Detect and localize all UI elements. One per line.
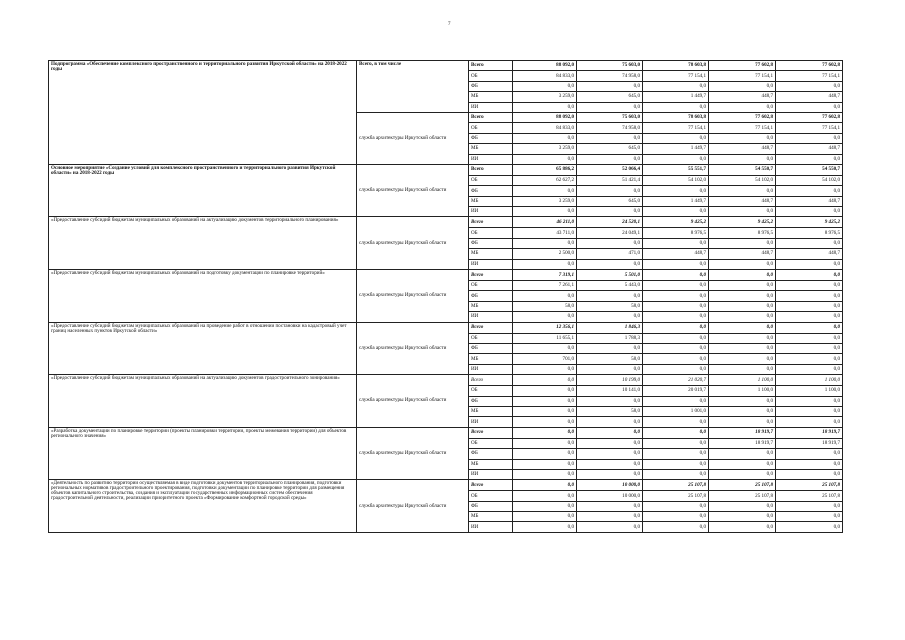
amount-cell: 9 425,2 xyxy=(776,217,843,228)
table-row xyxy=(49,217,843,228)
amount-cell: 0,0 xyxy=(776,154,843,164)
funding-source: Всего xyxy=(469,427,513,438)
funding-source: ИИ xyxy=(469,522,513,532)
amount-cell: 0,0 xyxy=(643,312,709,322)
amount-cell: 0,0 xyxy=(577,207,643,217)
page-number: 7 xyxy=(448,22,451,27)
amount-cell: 0,0 xyxy=(776,354,843,364)
funding-source: ОБ xyxy=(469,386,513,396)
funding-source: МБ xyxy=(469,144,513,154)
amount-cell: 0,0 xyxy=(776,333,843,343)
funding-source: МБ xyxy=(469,512,513,522)
amount-cell: 0,0 xyxy=(643,354,709,364)
amount-cell: 1 449,7 xyxy=(643,196,709,206)
amount-cell: 0,0 xyxy=(643,501,709,511)
amount-cell: 54 550,7 xyxy=(709,164,776,175)
amount-cell: 77 602,8 xyxy=(709,61,776,71)
amount-cell: 10 199,0 xyxy=(577,375,643,386)
amount-cell: 0,0 xyxy=(513,396,577,406)
amount-cell: 0,0 xyxy=(643,333,709,343)
funding-source: Всего xyxy=(469,480,513,491)
responsible-executor: служба архитектуры Иркутской области xyxy=(357,270,469,323)
amount-cell: 0,0 xyxy=(709,186,776,196)
amount-cell: 1 846,3 xyxy=(577,322,643,333)
funding-source: ИИ xyxy=(469,207,513,217)
amount-cell: 2 500,0 xyxy=(513,249,577,259)
budget-table xyxy=(48,60,843,533)
amount-cell: 0,0 xyxy=(643,291,709,301)
amount-cell: 448,7 xyxy=(776,196,843,206)
amount-cell: 0,0 xyxy=(709,270,776,281)
funding-source: ФБ xyxy=(469,449,513,459)
measure-name: «Предоставление субсидий бюджетам муниципальных образований на проведение работ в отношении постановки на кадастровый учет границ населенных пунктов Иркутской области» xyxy=(49,322,357,375)
funding-source: ФБ xyxy=(469,501,513,511)
measure-name: «Предоставление субсидий бюджетам муниципальных образований на подготовку документации по планировке территорий» xyxy=(49,270,357,323)
amount-cell: 0,0 xyxy=(776,459,843,469)
amount-cell: 448,7 xyxy=(776,92,843,102)
responsible-executor: Всего, в том числе xyxy=(357,61,469,113)
amount-cell: 0,0 xyxy=(709,322,776,333)
funding-source: ОБ xyxy=(469,175,513,185)
amount-cell: 0,0 xyxy=(577,459,643,469)
table-row xyxy=(49,164,843,175)
amount-cell: 0,0 xyxy=(643,322,709,333)
responsible-executor: служба архитектуры Иркутской области xyxy=(357,217,469,270)
amount-cell: 25 107,8 xyxy=(776,491,843,501)
amount-cell: 18 919,7 xyxy=(709,427,776,438)
amount-cell: 0,0 xyxy=(643,207,709,217)
funding-source: ОБ xyxy=(469,281,513,291)
amount-cell: 54 102,0 xyxy=(776,175,843,185)
amount-cell: 0,0 xyxy=(643,427,709,438)
amount-cell: 25 107,8 xyxy=(709,480,776,491)
amount-cell: 54 102,0 xyxy=(643,175,709,185)
amount-cell: 0,0 xyxy=(577,469,643,479)
amount-cell: 77 154,1 xyxy=(776,71,843,81)
amount-cell: 75 603,0 xyxy=(577,112,643,122)
amount-cell: 25 107,8 xyxy=(776,480,843,491)
measure-name: Основное мероприятие «Создание условий для комплексного пространственного и территориального развития Иркутской области» на 2018-2022 годы xyxy=(49,164,357,217)
amount-cell: 0,0 xyxy=(776,301,843,311)
amount-cell: 0,0 xyxy=(643,396,709,406)
funding-source: МБ xyxy=(469,196,513,206)
amount-cell: 0,0 xyxy=(577,259,643,269)
funding-source: ФБ xyxy=(469,343,513,353)
amount-cell: 448,7 xyxy=(643,249,709,259)
amount-cell: 0,0 xyxy=(709,417,776,427)
amount-cell: 0,0 xyxy=(577,438,643,448)
amount-cell: 46 211,0 xyxy=(513,217,577,228)
amount-cell: 0,0 xyxy=(643,281,709,291)
amount-cell: 0,0 xyxy=(643,417,709,427)
amount-cell: 8 976,5 xyxy=(709,228,776,238)
responsible-executor: служба архитектуры Иркутской области xyxy=(357,427,469,480)
amount-cell: 1 449,7 xyxy=(643,144,709,154)
funding-source: Всего xyxy=(469,322,513,333)
funding-source: ОБ xyxy=(469,438,513,448)
amount-cell: 0,0 xyxy=(577,343,643,353)
amount-cell: 0,0 xyxy=(643,459,709,469)
amount-cell: 1 788,3 xyxy=(577,333,643,343)
amount-cell: 77 154,1 xyxy=(709,71,776,81)
amount-cell: 0,0 xyxy=(577,238,643,248)
amount-cell: 0,0 xyxy=(513,291,577,301)
responsible-executor: служба архитектуры Иркутской области xyxy=(357,164,469,217)
amount-cell: 0,0 xyxy=(709,291,776,301)
amount-cell: 0,0 xyxy=(513,480,577,491)
amount-cell: 0,0 xyxy=(776,343,843,353)
amount-cell: 88 092,0 xyxy=(513,112,577,122)
funding-source: МБ xyxy=(469,406,513,416)
amount-cell: 77 154,1 xyxy=(776,123,843,133)
amount-cell: 0,0 xyxy=(776,522,843,532)
amount-cell: 0,0 xyxy=(643,270,709,281)
amount-cell: 0,0 xyxy=(709,522,776,532)
amount-cell: 3 259,0 xyxy=(513,92,577,102)
funding-source: ИИ xyxy=(469,259,513,269)
funding-source: ОБ xyxy=(469,228,513,238)
amount-cell: 0,0 xyxy=(643,343,709,353)
amount-cell: 0,0 xyxy=(643,449,709,459)
amount-cell: 448,7 xyxy=(709,196,776,206)
amount-cell: 54 102,0 xyxy=(709,175,776,185)
responsible-executor: служба архитектуры Иркутской области xyxy=(357,322,469,375)
amount-cell: 11 655,1 xyxy=(513,333,577,343)
funding-source: МБ xyxy=(469,354,513,364)
amount-cell: 0,0 xyxy=(643,512,709,522)
funding-source: ФБ xyxy=(469,396,513,406)
amount-cell: 0,0 xyxy=(776,312,843,322)
amount-cell: 1 100,0 xyxy=(776,386,843,396)
amount-cell: 471,0 xyxy=(577,249,643,259)
amount-cell: 0,0 xyxy=(776,133,843,143)
amount-cell: 0,0 xyxy=(513,386,577,396)
amount-cell: 58,0 xyxy=(577,354,643,364)
amount-cell: 0,0 xyxy=(643,133,709,143)
amount-cell: 84 833,0 xyxy=(513,71,577,81)
table-row xyxy=(49,61,843,71)
amount-cell: 0,0 xyxy=(577,186,643,196)
amount-cell: 0,0 xyxy=(577,291,643,301)
amount-cell: 7 319,1 xyxy=(513,270,577,281)
amount-cell: 0,0 xyxy=(709,312,776,322)
amount-cell: 0,0 xyxy=(709,333,776,343)
amount-cell: 0,0 xyxy=(643,438,709,448)
funding-source: МБ xyxy=(469,92,513,102)
amount-cell: 1 100,0 xyxy=(709,375,776,386)
amount-cell: 448,7 xyxy=(709,249,776,259)
amount-cell: 0,0 xyxy=(643,102,709,112)
amount-cell: 0,0 xyxy=(643,522,709,532)
funding-source: ФБ xyxy=(469,133,513,143)
amount-cell: 0,0 xyxy=(513,238,577,248)
amount-cell: 0,0 xyxy=(776,81,843,91)
funding-source: ФБ xyxy=(469,186,513,196)
amount-cell: 0,0 xyxy=(709,102,776,112)
amount-cell: 645,0 xyxy=(577,144,643,154)
amount-cell: 0,0 xyxy=(709,301,776,311)
amount-cell: 0,0 xyxy=(776,417,843,427)
amount-cell: 25 107,8 xyxy=(643,491,709,501)
amount-cell: 58,0 xyxy=(513,301,577,311)
table-row xyxy=(49,375,843,386)
amount-cell: 5 501,0 xyxy=(577,270,643,281)
amount-cell: 0,0 xyxy=(513,427,577,438)
amount-cell: 0,0 xyxy=(776,102,843,112)
amount-cell: 10 000,0 xyxy=(577,491,643,501)
measure-name: Подпрограмма «Обеспечение комплексного пространственного и территориального развития Иркутской области» на 2018-2022 годы xyxy=(49,61,357,165)
amount-cell: 0,0 xyxy=(643,301,709,311)
funding-source: ФБ xyxy=(469,81,513,91)
responsible-executor: служба архитектуры Иркутской области xyxy=(357,480,469,533)
amount-cell: 0,0 xyxy=(577,312,643,322)
amount-cell: 62 627,2 xyxy=(513,175,577,185)
amount-cell: 0,0 xyxy=(513,133,577,143)
amount-cell: 0,0 xyxy=(776,501,843,511)
amount-cell: 0,0 xyxy=(577,512,643,522)
amount-cell: 0,0 xyxy=(513,406,577,416)
budget-table-body xyxy=(49,61,843,533)
amount-cell: 0,0 xyxy=(513,522,577,532)
amount-cell: 8 976,5 xyxy=(776,228,843,238)
funding-source: ИИ xyxy=(469,312,513,322)
amount-cell: 0,0 xyxy=(643,186,709,196)
amount-cell: 448,7 xyxy=(776,144,843,154)
amount-cell: 0,0 xyxy=(709,512,776,522)
amount-cell: 77 154,1 xyxy=(643,71,709,81)
amount-cell: 9 425,2 xyxy=(709,217,776,228)
amount-cell: 0,0 xyxy=(577,396,643,406)
amount-cell: 448,7 xyxy=(709,144,776,154)
amount-cell: 65 886,2 xyxy=(513,164,577,175)
amount-cell: 78 603,8 xyxy=(643,112,709,122)
funding-source: Всего xyxy=(469,61,513,71)
amount-cell: 0,0 xyxy=(577,417,643,427)
amount-cell: 0,0 xyxy=(513,81,577,91)
amount-cell: 0,0 xyxy=(709,449,776,459)
amount-cell: 0,0 xyxy=(643,154,709,164)
amount-cell: 0,0 xyxy=(643,259,709,269)
amount-cell: 0,0 xyxy=(577,133,643,143)
amount-cell: 25 107,8 xyxy=(643,480,709,491)
amount-cell: 58,0 xyxy=(577,301,643,311)
amount-cell: 0,0 xyxy=(513,469,577,479)
funding-source: МБ xyxy=(469,249,513,259)
amount-cell: 10 141,0 xyxy=(577,386,643,396)
funding-source: ОБ xyxy=(469,123,513,133)
amount-cell: 7 261,1 xyxy=(513,281,577,291)
amount-cell: 75 603,0 xyxy=(577,61,643,71)
amount-cell: 51 421,4 xyxy=(577,175,643,185)
measure-name: «Предоставление субсидий бюджетам муниципальных образований на актуализацию документов территориального планирования» xyxy=(49,217,357,270)
amount-cell: 0,0 xyxy=(643,238,709,248)
responsible-executor: служба архитектуры Иркутской области xyxy=(357,375,469,428)
amount-cell: 0,0 xyxy=(776,322,843,333)
amount-cell: 74 958,0 xyxy=(577,71,643,81)
amount-cell: 0,0 xyxy=(709,207,776,217)
funding-source: ОБ xyxy=(469,333,513,343)
funding-source: ИИ xyxy=(469,154,513,164)
funding-source: Всего xyxy=(469,217,513,228)
amount-cell: 0,0 xyxy=(577,364,643,374)
amount-cell: 0,0 xyxy=(776,512,843,522)
amount-cell: 0,0 xyxy=(776,259,843,269)
amount-cell: 0,0 xyxy=(643,81,709,91)
measure-name: «Деятельность по развитию территории осуществляемая в виде подготовки документов территориального планирования, подготовки региональных нормативов градостроительного проектирования, подготовки документации по планировке территории для размещения объектов капитального строительства, создания и эксплуатации государственных информационных систем обеспечения градостроительной деятельности, реализации приоритетного проекта «Формирование комфортной городской среды» xyxy=(49,480,357,533)
amount-cell: 0,0 xyxy=(513,512,577,522)
amount-cell: 0,0 xyxy=(513,449,577,459)
amount-cell: 0,0 xyxy=(513,438,577,448)
funding-source: ФБ xyxy=(469,291,513,301)
amount-cell: 0,0 xyxy=(513,491,577,501)
amount-cell: 1 100,0 xyxy=(709,386,776,396)
funding-source: ИИ xyxy=(469,417,513,427)
amount-cell: 18 919,7 xyxy=(776,438,843,448)
amount-cell: 0,0 xyxy=(513,312,577,322)
amount-cell: 0,0 xyxy=(709,259,776,269)
amount-cell: 0,0 xyxy=(709,133,776,143)
amount-cell: 0,0 xyxy=(513,417,577,427)
funding-source: ИИ xyxy=(469,364,513,374)
amount-cell: 0,0 xyxy=(709,281,776,291)
amount-cell: 74 958,0 xyxy=(577,123,643,133)
amount-cell: 12 356,1 xyxy=(513,322,577,333)
amount-cell: 88 092,0 xyxy=(513,61,577,71)
amount-cell: 77 602,8 xyxy=(776,112,843,122)
funding-source: Всего xyxy=(469,164,513,175)
amount-cell: 0,0 xyxy=(513,364,577,374)
amount-cell: 24 520,1 xyxy=(577,217,643,228)
amount-cell: 0,0 xyxy=(513,459,577,469)
table-row xyxy=(49,322,843,333)
amount-cell: 0,0 xyxy=(776,270,843,281)
amount-cell: 0,0 xyxy=(776,406,843,416)
amount-cell: 0,0 xyxy=(577,501,643,511)
amount-cell: 77 602,8 xyxy=(709,112,776,122)
amount-cell: 0,0 xyxy=(776,291,843,301)
funding-source: Всего xyxy=(469,270,513,281)
amount-cell: 0,0 xyxy=(513,259,577,269)
amount-cell: 77 154,1 xyxy=(643,123,709,133)
amount-cell: 9 425,2 xyxy=(643,217,709,228)
responsible-executor: служба архитектуры Иркутской области xyxy=(357,112,469,164)
amount-cell: 0,0 xyxy=(709,501,776,511)
amount-cell: 55 551,7 xyxy=(643,164,709,175)
amount-cell: 0,0 xyxy=(577,102,643,112)
amount-cell: 0,0 xyxy=(513,102,577,112)
amount-cell: 0,0 xyxy=(513,207,577,217)
amount-cell: 0,0 xyxy=(643,469,709,479)
amount-cell: 0,0 xyxy=(709,238,776,248)
amount-cell: 0,0 xyxy=(776,186,843,196)
amount-cell: 18 919,7 xyxy=(709,438,776,448)
amount-cell: 1 100,0 xyxy=(776,375,843,386)
amount-cell: 77 154,1 xyxy=(709,123,776,133)
amount-cell: 0,0 xyxy=(776,207,843,217)
amount-cell: 0,0 xyxy=(709,459,776,469)
amount-cell: 0,0 xyxy=(709,154,776,164)
funding-source: ФБ xyxy=(469,238,513,248)
amount-cell: 0,0 xyxy=(776,238,843,248)
amount-cell: 1 001,0 xyxy=(643,406,709,416)
amount-cell: 1 449,7 xyxy=(643,92,709,102)
amount-cell: 25 107,8 xyxy=(709,491,776,501)
amount-cell: 20 019,7 xyxy=(643,386,709,396)
amount-cell: 0,0 xyxy=(577,449,643,459)
amount-cell: 84 833,0 xyxy=(513,123,577,133)
amount-cell: 0,0 xyxy=(643,364,709,374)
amount-cell: 10 000,0 xyxy=(577,480,643,491)
amount-cell: 8 976,5 xyxy=(643,228,709,238)
funding-source: ОБ xyxy=(469,71,513,81)
amount-cell: 448,7 xyxy=(776,249,843,259)
amount-cell: 0,0 xyxy=(776,449,843,459)
amount-cell: 77 602,8 xyxy=(776,61,843,71)
amount-cell: 0,0 xyxy=(709,406,776,416)
amount-cell: 0,0 xyxy=(577,81,643,91)
amount-cell: 0,0 xyxy=(709,396,776,406)
amount-cell: 448,7 xyxy=(709,92,776,102)
amount-cell: 24 049,1 xyxy=(577,228,643,238)
amount-cell: 58,0 xyxy=(577,406,643,416)
amount-cell: 0,0 xyxy=(513,501,577,511)
amount-cell: 5 443,0 xyxy=(577,281,643,291)
amount-cell: 0,0 xyxy=(513,375,577,386)
amount-cell: 0,0 xyxy=(513,154,577,164)
measure-name: «Разработка документации по планировке территории (проекты планировки территории, проекты межевания территории) для объектов регионального значения» xyxy=(49,427,357,480)
amount-cell: 21 020,7 xyxy=(643,375,709,386)
table-row xyxy=(49,270,843,281)
measure-name: «Предоставление субсидий бюджетам муниципальных образований на актуализацию документов градостроительного зонирования» xyxy=(49,375,357,428)
amount-cell: 0,0 xyxy=(776,281,843,291)
amount-cell: 0,0 xyxy=(776,469,843,479)
funding-source: Всего xyxy=(469,112,513,122)
amount-cell: 78 603,8 xyxy=(643,61,709,71)
amount-cell: 701,0 xyxy=(513,354,577,364)
amount-cell: 645,0 xyxy=(577,196,643,206)
amount-cell: 0,0 xyxy=(776,396,843,406)
funding-source: МБ xyxy=(469,459,513,469)
amount-cell: 3 259,0 xyxy=(513,144,577,154)
amount-cell: 0,0 xyxy=(577,427,643,438)
funding-source: ИИ xyxy=(469,102,513,112)
funding-source: ОБ xyxy=(469,491,513,501)
funding-source: МБ xyxy=(469,301,513,311)
amount-cell: 0,0 xyxy=(709,81,776,91)
amount-cell: 0,0 xyxy=(709,343,776,353)
amount-cell: 0,0 xyxy=(513,343,577,353)
amount-cell: 0,0 xyxy=(709,364,776,374)
amount-cell: 0,0 xyxy=(709,354,776,364)
table-row xyxy=(49,427,843,438)
amount-cell: 0,0 xyxy=(577,522,643,532)
amount-cell: 54 550,7 xyxy=(776,164,843,175)
table-row xyxy=(49,480,843,491)
amount-cell: 0,0 xyxy=(776,364,843,374)
amount-cell: 0,0 xyxy=(577,154,643,164)
funding-source: Всего xyxy=(469,375,513,386)
amount-cell: 0,0 xyxy=(513,186,577,196)
amount-cell: 18 919,7 xyxy=(776,427,843,438)
amount-cell: 0,0 xyxy=(709,469,776,479)
amount-cell: 43 711,0 xyxy=(513,228,577,238)
amount-cell: 645,0 xyxy=(577,92,643,102)
amount-cell: 52 066,4 xyxy=(577,164,643,175)
funding-source: ИИ xyxy=(469,469,513,479)
amount-cell: 3 259,0 xyxy=(513,196,577,206)
